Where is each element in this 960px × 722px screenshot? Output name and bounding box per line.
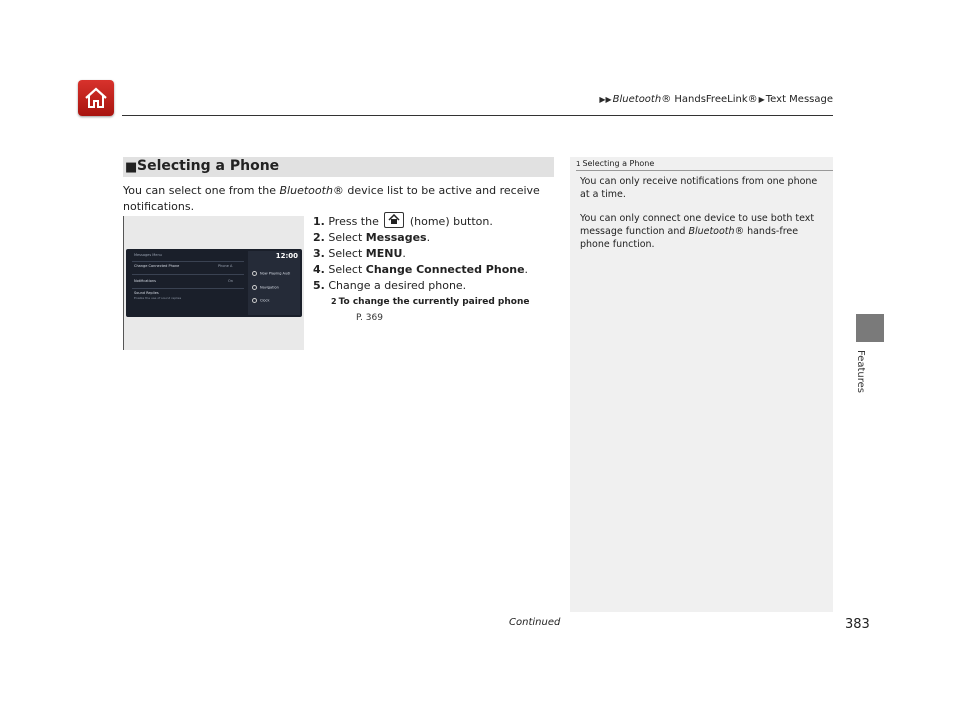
screen-item-clock: Clock [252, 298, 270, 303]
screen-display [126, 249, 302, 317]
messages-menu-panel [128, 251, 246, 315]
note-sidebar [570, 157, 833, 612]
breadcrumb-part1-suffix: ® HandsFreeLink® [661, 94, 758, 105]
screen-row-change-phone: Change Connected Phone [134, 264, 180, 268]
chapter-label: Features [855, 350, 866, 393]
screen-illustration [123, 216, 304, 350]
breadcrumb-part1: Bluetooth [612, 94, 662, 105]
screen-row-sound-replies: Sound Replies [134, 291, 159, 295]
continued-label: Continued [509, 617, 561, 628]
screen-row-phone-value: Phone A [218, 264, 233, 268]
note-marker-icon: 1 [576, 160, 581, 168]
note-paragraph-1: You can only receive notifications from one phone at a time. [580, 176, 818, 200]
screen-item-audio: Now Playing Audi [252, 271, 290, 276]
step-4: 4. Select Change Connected Phone. [313, 263, 529, 276]
screen-clock: 12:00 [275, 252, 298, 260]
screen-row-notifications: Notifications [134, 279, 156, 283]
screen-item-navigation: Navigation [252, 285, 279, 290]
breadcrumb-arrow-icon: ▶▶ [599, 95, 612, 104]
section-title: Selecting a Phone [137, 158, 280, 174]
house-icon [82, 84, 110, 112]
step-1: 1. Press the (home) button. [313, 212, 529, 230]
section-heading [123, 157, 554, 177]
steps-list [313, 212, 529, 326]
step-3: 3. Select MENU. [313, 247, 406, 260]
screen-row-sound-replies-sub: Enable the use of sound replies [134, 296, 182, 300]
note-rule [576, 170, 833, 171]
screen-row-notifications-value: On [228, 279, 233, 283]
header-rule [122, 115, 833, 116]
chapter-tab[interactable] [856, 314, 884, 342]
clock-icon [252, 298, 257, 303]
cross-reference-page[interactable]: P. 369 [356, 313, 383, 323]
note-body [580, 175, 825, 262]
step-5: 5. Change a desired phone. [313, 279, 467, 292]
navigation-icon [252, 285, 257, 290]
step-2: 2. Select Messages. [313, 231, 431, 244]
breadcrumb-part2: Text Message [765, 94, 833, 105]
home-button-icon [384, 212, 404, 228]
screen-shortcut-panel [248, 251, 300, 315]
note-paragraph-2: You can only connect one device to use both text message function and Bluetooth® hands-free phone function. [580, 213, 815, 250]
note-title: 1 Selecting a Phone [576, 159, 655, 168]
reference-arrow-icon: 2 [331, 297, 337, 306]
screen-menu-header: Messages Menu [134, 253, 162, 257]
intro-text: You can select one from the Bluetooth® device list to be active and receive notifications. [123, 184, 540, 213]
breadcrumb [598, 94, 833, 105]
page-number: 383 [845, 617, 870, 632]
audio-icon [252, 271, 257, 276]
breadcrumb-arrow-icon: ▶ [758, 95, 765, 104]
square-bullet-icon: ■ [125, 160, 138, 175]
home-icon[interactable] [78, 80, 114, 116]
cross-reference-link[interactable]: 2 To change the currently paired phone [331, 297, 530, 307]
